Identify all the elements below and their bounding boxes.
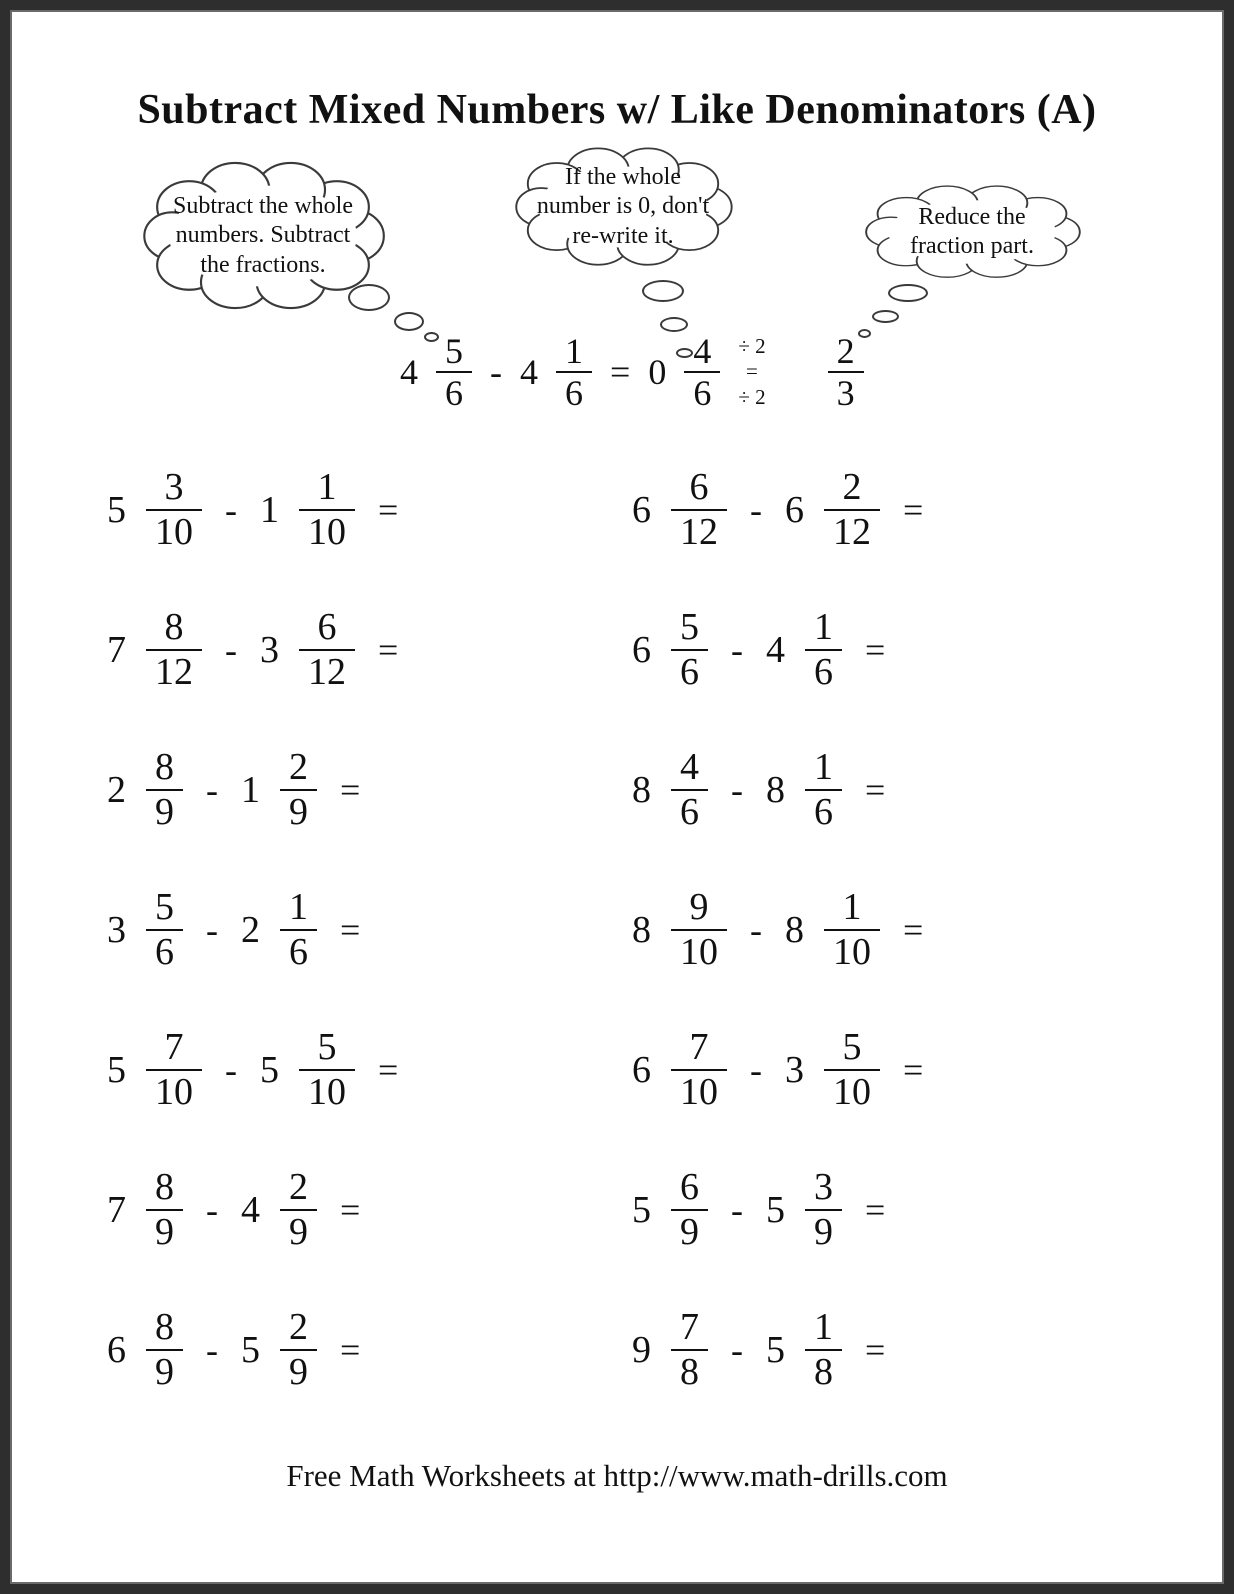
denominator: 9 xyxy=(289,1211,308,1253)
equals-sign: = xyxy=(865,1190,886,1230)
numerator: 2 xyxy=(842,466,862,509)
numerator: 1 xyxy=(814,606,833,649)
problem-8 xyxy=(632,860,1157,1000)
minus-sign: - xyxy=(731,770,743,810)
numerator: 1 xyxy=(814,1306,833,1349)
subtrahend-whole: 1 xyxy=(260,489,279,531)
equals-sign: = xyxy=(746,359,758,384)
denominator: 10 xyxy=(833,1071,871,1113)
numerator: 8 xyxy=(155,1306,174,1349)
subtrahend-whole: 5 xyxy=(260,1049,279,1091)
example-equation xyxy=(400,330,864,414)
minus-sign: - xyxy=(731,630,743,670)
minus-sign: - xyxy=(750,490,762,530)
denominator: 6 xyxy=(814,651,833,693)
subtrahend-whole: 2 xyxy=(241,909,260,951)
reduce-notation xyxy=(738,334,765,410)
minuend-whole: 6 xyxy=(632,629,651,671)
subtrahend-fraction xyxy=(299,606,355,693)
denominator: 12 xyxy=(308,651,346,693)
example-fraction xyxy=(556,331,592,414)
equals-sign: = xyxy=(903,910,924,950)
problem-9 xyxy=(107,1000,632,1140)
numerator: 6 xyxy=(317,606,337,649)
equals-sign: = xyxy=(865,770,886,810)
equals-sign: = xyxy=(378,630,399,670)
minuend-fraction xyxy=(146,886,183,973)
minuend-fraction xyxy=(671,466,727,553)
minuend-whole: 7 xyxy=(107,629,126,671)
subtrahend-fraction xyxy=(824,886,880,973)
minuend-fraction xyxy=(146,466,202,553)
subtrahend-whole: 5 xyxy=(241,1329,260,1371)
denominator: 10 xyxy=(680,931,718,973)
equals-sign: = xyxy=(903,1050,924,1090)
subtrahend-whole: 8 xyxy=(785,909,804,951)
minuend-fraction xyxy=(671,606,708,693)
numerator: 3 xyxy=(164,466,184,509)
numerator: 8 xyxy=(155,1166,174,1209)
equals-sign: = xyxy=(865,1330,886,1370)
denominator: 8 xyxy=(814,1351,833,1393)
minus-sign: - xyxy=(731,1330,743,1370)
minuend-whole: 8 xyxy=(632,769,651,811)
denominator: 10 xyxy=(308,511,346,553)
numerator: 7 xyxy=(680,1306,699,1349)
minus-sign: - xyxy=(206,770,218,810)
divide-by-bottom: ÷ 2 xyxy=(738,384,766,409)
problem-13 xyxy=(107,1280,632,1420)
minuend-whole: 9 xyxy=(632,1329,651,1371)
footer-credit: Free Math Worksheets at http://www.math-drills.com xyxy=(286,1458,948,1493)
example-whole: 4 xyxy=(400,352,418,392)
problem-3 xyxy=(107,580,632,720)
subtrahend-fraction xyxy=(299,466,355,553)
subtrahend-whole: 3 xyxy=(260,629,279,671)
numerator: 6 xyxy=(680,1166,699,1209)
thought-bubble-2 xyxy=(498,138,748,276)
numerator: 5 xyxy=(317,1026,337,1069)
subtrahend-fraction xyxy=(280,1166,317,1253)
numerator: 2 xyxy=(289,1166,308,1209)
problem-11 xyxy=(107,1140,632,1280)
numerator: 2 xyxy=(289,1306,308,1349)
problem-4 xyxy=(632,580,1157,720)
minus-sign: - xyxy=(206,910,218,950)
equals-sign: = xyxy=(378,1050,399,1090)
minuend-fraction xyxy=(671,1166,708,1253)
numerator: 1 xyxy=(814,746,833,789)
numerator: 5 xyxy=(842,1026,862,1069)
denominator: 10 xyxy=(833,931,871,973)
minuend-whole: 2 xyxy=(107,769,126,811)
problem-7 xyxy=(107,860,632,1000)
subtrahend-fraction xyxy=(805,606,842,693)
equals-sign: = xyxy=(340,1330,361,1370)
denominator: 9 xyxy=(155,791,174,833)
minuend-fraction xyxy=(146,1306,183,1393)
example-result-fraction xyxy=(684,331,720,414)
problem-6 xyxy=(632,720,1157,860)
numerator: 7 xyxy=(689,1026,709,1069)
denominator: 3 xyxy=(836,373,855,413)
subtrahend-fraction xyxy=(805,1306,842,1393)
subtrahend-whole: 8 xyxy=(766,769,785,811)
equals-sign: = xyxy=(340,770,361,810)
denominator: 10 xyxy=(308,1071,346,1113)
subtrahend-whole: 1 xyxy=(241,769,260,811)
denominator: 12 xyxy=(680,511,718,553)
bubble-text: Reduce the fraction part. xyxy=(910,203,1034,259)
subtrahend-whole: 4 xyxy=(241,1189,260,1231)
denominator: 10 xyxy=(155,511,193,553)
equals-sign: = xyxy=(865,630,886,670)
denominator: 6 xyxy=(680,791,699,833)
denominator: 12 xyxy=(833,511,871,553)
problem-12 xyxy=(632,1140,1157,1280)
denominator: 9 xyxy=(289,791,308,833)
bubble-text: If the whole number is 0, don't re-write it. xyxy=(536,164,710,249)
equals-sign: = xyxy=(340,1190,361,1230)
minuend-fraction xyxy=(671,1026,727,1113)
minus-sign: - xyxy=(731,1190,743,1230)
minuend-fraction xyxy=(146,1166,183,1253)
minuend-whole: 5 xyxy=(107,489,126,531)
minuend-whole: 6 xyxy=(632,1049,651,1091)
subtrahend-fraction xyxy=(805,1166,842,1253)
minuend-whole: 7 xyxy=(107,1189,126,1231)
subtrahend-whole: 6 xyxy=(785,489,804,531)
problem-5 xyxy=(107,720,632,860)
numerator: 5 xyxy=(445,330,463,371)
denominator: 6 xyxy=(565,373,583,413)
thought-trail-dot xyxy=(888,284,928,302)
denominator: 6 xyxy=(289,931,308,973)
numerator: 1 xyxy=(565,330,583,371)
minuend-whole: 6 xyxy=(107,1329,126,1371)
minus-sign: - xyxy=(225,1050,237,1090)
numerator: 5 xyxy=(680,606,699,649)
minuend-whole: 3 xyxy=(107,909,126,951)
subtrahend-fraction xyxy=(280,1306,317,1393)
thought-bubble-3 xyxy=(848,178,1096,286)
denominator: 9 xyxy=(155,1211,174,1253)
thought-trail-dot xyxy=(872,310,899,323)
thought-trail-dot xyxy=(642,280,684,302)
subtrahend-fraction xyxy=(299,1026,355,1113)
denominator: 8 xyxy=(680,1351,699,1393)
thought-trail-dot xyxy=(348,284,390,311)
example-result-whole: 0 xyxy=(648,352,667,392)
problem-1 xyxy=(107,440,632,580)
subtrahend-fraction xyxy=(280,746,317,833)
numerator: 5 xyxy=(155,886,174,929)
subtrahend-whole: 5 xyxy=(766,1329,785,1371)
numerator: 3 xyxy=(814,1166,833,1209)
bubble-text: Subtract the whole numbers. Subtract the fractions. xyxy=(173,193,353,278)
minus-sign: - xyxy=(225,490,237,530)
numerator: 2 xyxy=(836,330,855,371)
example-whole: 4 xyxy=(520,352,538,392)
denominator: 9 xyxy=(289,1351,308,1393)
numerator: 8 xyxy=(164,606,184,649)
example-final-fraction xyxy=(828,331,864,414)
denominator: 6 xyxy=(814,791,833,833)
numerator: 2 xyxy=(289,746,308,789)
problem-10 xyxy=(632,1000,1157,1140)
minus-sign: - xyxy=(206,1190,218,1230)
denominator: 6 xyxy=(155,931,174,973)
example-fraction xyxy=(436,331,472,414)
denominator: 6 xyxy=(680,651,699,693)
denominator: 9 xyxy=(155,1351,174,1393)
minuend-fraction xyxy=(146,1026,202,1113)
page-title: Subtract Mixed Numbers w/ Like Denominators (A) xyxy=(137,87,1097,133)
minuend-fraction xyxy=(146,606,202,693)
minus-sign: - xyxy=(490,352,502,392)
numerator: 1 xyxy=(289,886,308,929)
denominator: 9 xyxy=(814,1211,833,1253)
denominator: 10 xyxy=(155,1071,193,1113)
numerator: 4 xyxy=(693,330,712,371)
subtrahend-fraction xyxy=(824,466,880,553)
divide-by-top: ÷ 2 xyxy=(738,334,766,359)
minus-sign: - xyxy=(750,910,762,950)
numerator: 1 xyxy=(842,886,862,929)
subtrahend-fraction xyxy=(805,746,842,833)
denominator: 9 xyxy=(680,1211,699,1253)
subtrahend-whole: 5 xyxy=(766,1189,785,1231)
denominator: 6 xyxy=(693,373,712,413)
problem-2 xyxy=(632,440,1157,580)
minuend-whole: 6 xyxy=(632,489,651,531)
minuend-fraction xyxy=(671,1306,708,1393)
denominator: 10 xyxy=(680,1071,718,1113)
numerator: 8 xyxy=(155,746,174,789)
minuend-whole: 5 xyxy=(107,1049,126,1091)
problem-grid xyxy=(107,440,1157,1420)
thought-trail-dot xyxy=(394,312,424,331)
minus-sign: - xyxy=(206,1330,218,1370)
equals-sign: = xyxy=(340,910,361,950)
numerator: 4 xyxy=(680,746,699,789)
equals-sign: = xyxy=(903,490,924,530)
minuend-whole: 5 xyxy=(632,1189,651,1231)
numerator: 7 xyxy=(164,1026,184,1069)
numerator: 1 xyxy=(317,466,337,509)
subtrahend-fraction xyxy=(824,1026,880,1113)
minuend-whole: 8 xyxy=(632,909,651,951)
problem-14 xyxy=(632,1280,1157,1420)
denominator: 6 xyxy=(445,373,463,413)
subtrahend-whole: 3 xyxy=(785,1049,804,1091)
minuend-fraction xyxy=(671,746,708,833)
denominator: 12 xyxy=(155,651,193,693)
minus-sign: - xyxy=(750,1050,762,1090)
equals-sign: = xyxy=(610,352,631,392)
equals-sign: = xyxy=(378,490,399,530)
minuend-fraction xyxy=(671,886,727,973)
minuend-fraction xyxy=(146,746,183,833)
worksheet-page xyxy=(10,10,1224,1584)
minus-sign: - xyxy=(225,630,237,670)
numerator: 6 xyxy=(689,466,709,509)
subtrahend-fraction xyxy=(280,886,317,973)
numerator: 9 xyxy=(689,886,709,929)
subtrahend-whole: 4 xyxy=(766,629,785,671)
